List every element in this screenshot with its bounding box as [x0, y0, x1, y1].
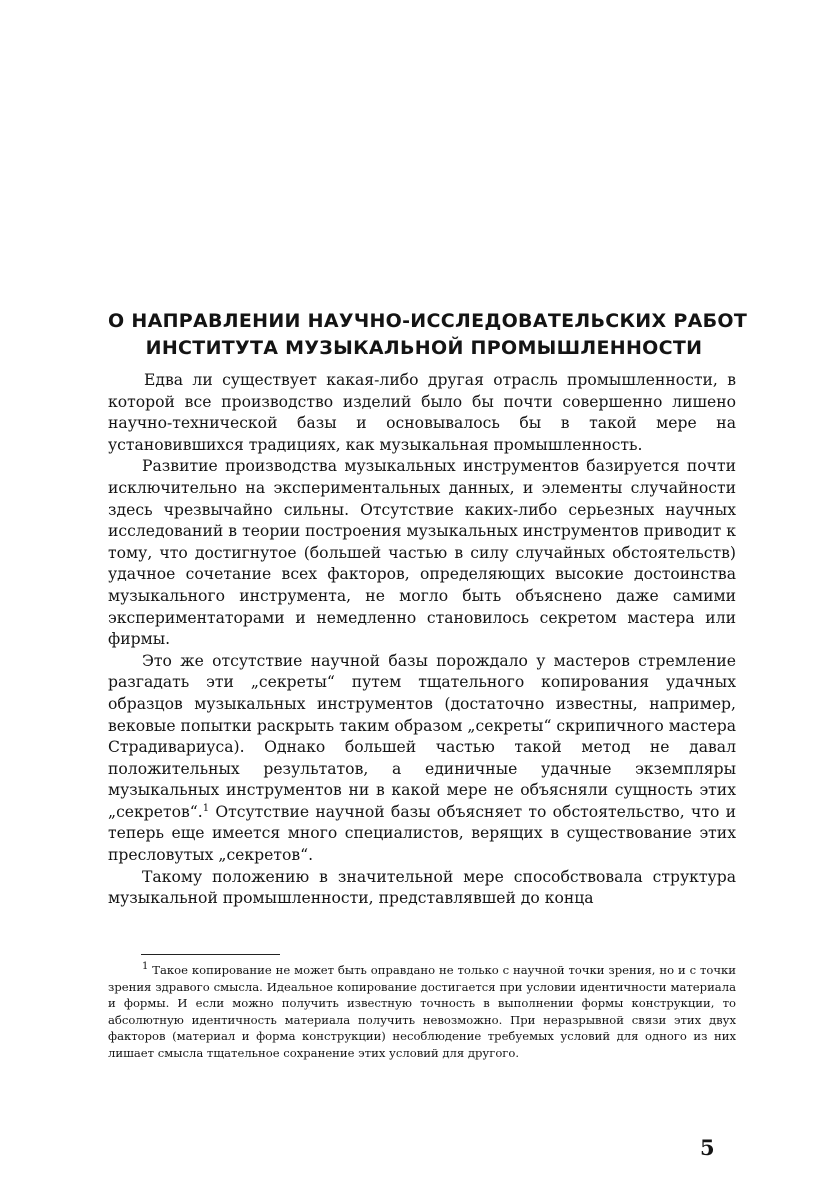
paragraph-3-text-b: Отсутствие научной базы объясняет то обстоятельство, что и теперь еще имеется много специалистов, верящих в существование этих пресловутых „секретов“.	[108, 802, 736, 865]
page-number: 5	[700, 1135, 715, 1160]
paragraph-1: Едва ли существует какая-либо другая отрасль промышленности, в которой все производство изделий было бы почти совершенно лишено научно-технической базы и основывалось бы в такой мере на установившихся традициях, как музыкальная промышленность.	[108, 371, 736, 454]
paragraph-4: Такому положению в значительной мере способствовала структура музыкальной промышленности, представлявшей до конца	[108, 867, 736, 908]
title-line-1: О НАПРАВЛЕНИИ НАУЧНО-ИССЛЕДОВАТЕЛЬСКИХ РАБОТ	[108, 310, 748, 332]
footnote-divider	[141, 954, 280, 955]
title-line-2: ИНСТИТУТА МУЗЫКАЛЬНОЙ ПРОМЫШЛЕННОСТИ	[145, 337, 703, 359]
footnote-reference: 1	[202, 802, 210, 814]
footnote-text: Такое копирование не может быть оправдано не только с научной точки зрения, но и с точки зрения здравого смысла. Идеальное копирование достигается при условии идентичности материала и формы. И если можно получить известную точность в выполнении формы конструкции, то абсолютную идентичность материала получить невозможно. При неразрывной связи этих двух факторов (материал и форма конструкции) несоблюдение требуемых условий для одного из них лишает смысла тщательное сохранение этих условий для другого.	[108, 963, 736, 1060]
paragraph-2: Развитие производства музыкальных инструментов базируется почти исключительно на экспериментальных данных, и элементы случайности здесь чрезвычайно сильны. Отсутствие каких-либо серьезных научных исследований в теории построения музыкальных инструментов приводит к тому, что достигнутое (большей частью в силу случайных обстоятельств) удачное сочетание всех факторов, определяющих высокие достоинства музыкального инструмента, не могло быть объяснено даже самими экспериментаторами и немедленно становилось секретом мастера или фирмы.	[108, 457, 736, 649]
paragraph-3-text-a: Это же отсутствие научной базы порождало у мастеров стремление разгадать эти „секреты“ путем тщательного копирования удачных образцов музыкальных инструментов (достаточно известны, например, вековые попытки раскрыть таким образом „секреты“ скрипичного мастера Страдивариуса). Однако большей частью такой метод не давал положительных результатов, а единичные удачные экземпляры музыкальных инструментов ни в какой мере не объясняли сущность этих „секретов“.	[108, 651, 736, 821]
paragraph-3	[108, 651, 736, 867]
article-body	[108, 370, 736, 910]
footnote-number: 1	[142, 961, 149, 973]
article-title	[108, 308, 748, 362]
footnote	[108, 962, 736, 1062]
